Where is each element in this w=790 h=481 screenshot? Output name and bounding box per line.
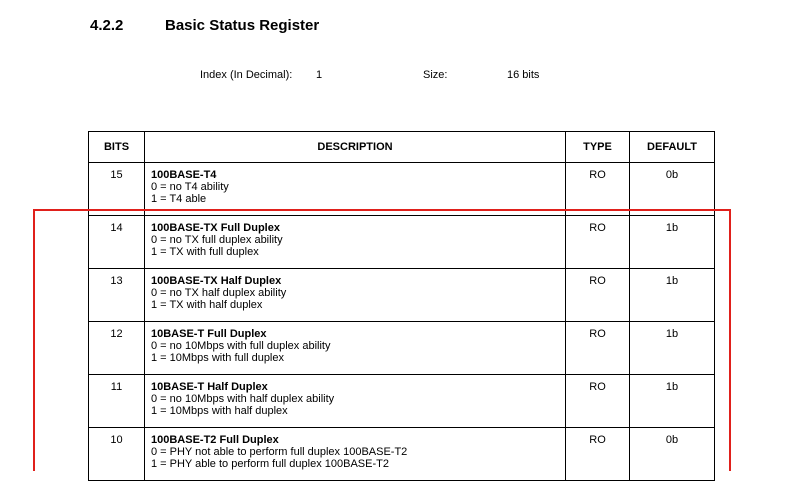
field-value-0: 0 = no 10Mbps with half duplex ability bbox=[151, 393, 335, 405]
field-value-0: 0 = no T4 ability bbox=[151, 181, 229, 193]
description-cell bbox=[145, 269, 566, 322]
description-cell bbox=[145, 216, 566, 269]
type-cell: RO bbox=[566, 216, 630, 269]
default-cell: 1b bbox=[630, 269, 715, 322]
default-cell: 0b bbox=[630, 428, 715, 481]
table-header-row bbox=[89, 132, 715, 163]
bits-cell: 11 bbox=[89, 375, 145, 428]
header-default: DEFAULT bbox=[630, 132, 715, 163]
field-name: 10BASE-T Full Duplex bbox=[151, 328, 267, 340]
register-table bbox=[88, 131, 715, 481]
type-cell: RO bbox=[566, 375, 630, 428]
field-name: 10BASE-T Half Duplex bbox=[151, 381, 268, 393]
size-label: Size: bbox=[423, 69, 448, 81]
default-cell: 1b bbox=[630, 375, 715, 428]
type-cell: RO bbox=[566, 163, 630, 216]
bits-cell: 13 bbox=[89, 269, 145, 322]
field-value-1: 1 = TX with half duplex bbox=[151, 299, 263, 311]
description-cell bbox=[145, 163, 566, 216]
table-row bbox=[89, 269, 715, 322]
header-bits: BITS bbox=[89, 132, 145, 163]
index-label: Index (In Decimal): bbox=[200, 69, 293, 81]
bits-cell: 12 bbox=[89, 322, 145, 375]
field-value-0: 0 = PHY not able to perform full duplex 100BASE-T2 bbox=[151, 446, 408, 458]
field-value-1: 1 = T4 able bbox=[151, 193, 207, 205]
table-row bbox=[89, 375, 715, 428]
description-cell bbox=[145, 322, 566, 375]
header-type: TYPE bbox=[566, 132, 630, 163]
field-value-0: 0 = no TX full duplex ability bbox=[151, 234, 283, 246]
section-title: Basic Status Register bbox=[165, 17, 320, 34]
field-value-1: 1 = TX with full duplex bbox=[151, 246, 259, 258]
size-value: 16 bits bbox=[507, 69, 540, 81]
table-row bbox=[89, 216, 715, 269]
table-row bbox=[89, 163, 715, 216]
table-row bbox=[89, 428, 715, 481]
field-name: 100BASE-TX Full Duplex bbox=[151, 222, 280, 234]
field-value-1: 1 = 10Mbps with full duplex bbox=[151, 352, 284, 364]
field-value-1: 1 = 10Mbps with half duplex bbox=[151, 405, 288, 417]
type-cell: RO bbox=[566, 269, 630, 322]
field-value-0: 0 = no 10Mbps with full duplex ability bbox=[151, 340, 331, 352]
default-cell: 1b bbox=[630, 216, 715, 269]
description-cell bbox=[145, 375, 566, 428]
field-name: 100BASE-T4 bbox=[151, 169, 217, 181]
type-cell: RO bbox=[566, 428, 630, 481]
description-cell bbox=[145, 428, 566, 481]
table-row bbox=[89, 322, 715, 375]
bits-cell: 15 bbox=[89, 163, 145, 216]
bits-cell: 10 bbox=[89, 428, 145, 481]
field-value-1: 1 = PHY able to perform full duplex 100BASE-T2 bbox=[151, 458, 389, 470]
field-name: 100BASE-T2 Full Duplex bbox=[151, 434, 279, 446]
field-value-0: 0 = no TX half duplex ability bbox=[151, 287, 287, 299]
bits-cell: 14 bbox=[89, 216, 145, 269]
header-description: DESCRIPTION bbox=[145, 132, 566, 163]
default-cell: 0b bbox=[630, 163, 715, 216]
default-cell: 1b bbox=[630, 322, 715, 375]
index-value: 1 bbox=[316, 69, 323, 81]
field-name: 100BASE-TX Half Duplex bbox=[151, 275, 282, 287]
type-cell: RO bbox=[566, 322, 630, 375]
section-number: 4.2.2 bbox=[90, 17, 124, 34]
